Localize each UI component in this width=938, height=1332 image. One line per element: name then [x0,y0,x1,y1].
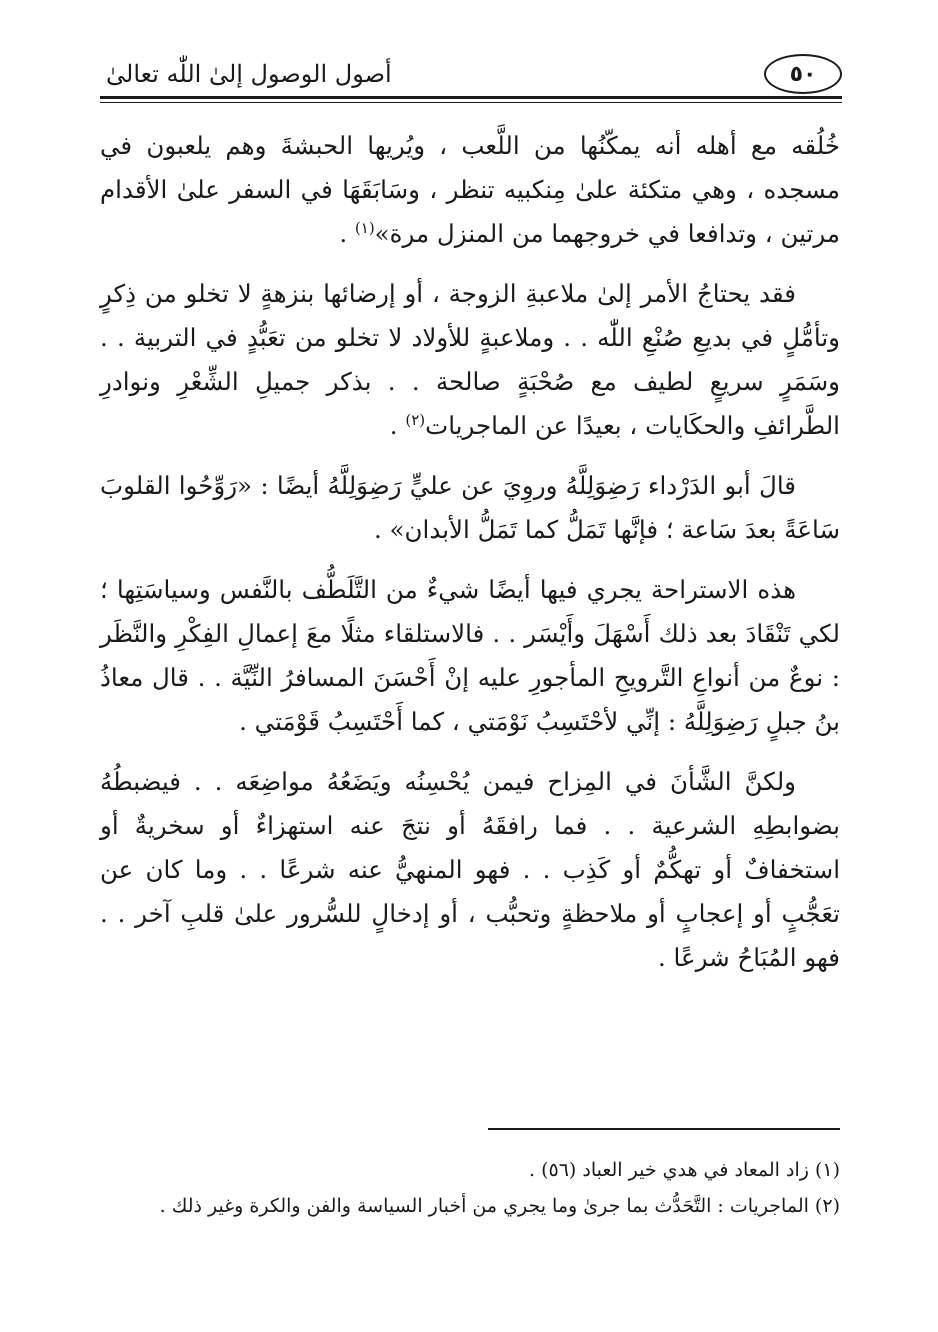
paragraph-tail: . [339,219,355,248]
page-number: ٥٠ [764,54,842,94]
paragraph [100,568,840,744]
footnote-separator [488,1128,840,1130]
paragraph-text: قالَ أبو الدَرْداء رَضِوَلِلَّهُ وروِيَ عن عليٍّ رَضِوَلِلَّهُ أيضًا : «رَوِّحُوا القلوبَ سَاعَةً بعدَ سَاعة ؛ فإنَّها تَمَلُّ كما تَمَلُّ الأبدان» . [100,471,840,544]
header-rule [100,96,842,99]
footnote-marker: (١) [354,218,375,237]
running-title: أصول الوصول إلىٰ اللّٰه تعالىٰ [106,60,392,88]
footnote: (٢) الماجريات : التَّحَدُّث بما جرىٰ وما يجري من أخبار السياسة والفن والكرة وغير ذلك . [159,1195,840,1217]
paragraph-text: فقد يحتاجُ الأمر إلىٰ ملاعبةِ الزوجة ، أو إرضائها بنزهةٍ لا تخلو من ذِكرٍ وتأمُّلٍ في بديعِ صُنْعِ اللّٰه . . وملاعبةٍ للأولاد لا تخلو من تعَبُّدٍ في التربية . . وسَمَرٍ سريعٍ لطيف مع صُحْبَةٍ صالحة . . بذكر جميلِ الشِّعْرِ ونوادرِ الطَّرائفِ والحكَايات ، بعيدًا عن الماجريات [100,279,840,440]
footnotes [100,1152,840,1224]
paragraph [100,760,840,980]
body-text [100,124,840,996]
paragraph [100,272,840,448]
paragraph-text: هذه الاستراحة يجري فيها أيضًا شيءٌ من التَّلَطُّف بالنَّفس وسياسَتِها ؛ لكي تَنْقَادَ بعد ذلك أَسْهَلَ وأَيْسَر . . فالاستلقاء مثلًا معَ إعمالِ الفِكْرِ والنَّظَر : نوعٌ من أنواعِ التَّرويحِ المأجورِ عليه إنْ أَحْسَنَ المسافرُ النِّيَّة . . قال معاذُ بنُ جبلٍ رَضِوَلِلَّهُ : إنِّي لأحْتَسِبُ نَوْمَتي ، كما أَحْتَسِبُ قَوْمَتي . [100,575,840,736]
page-header [100,40,842,102]
paragraph [100,124,840,256]
paragraph-text: خُلُقه مع أهله أنه يمكّنُها من اللَّعب ، ويُريها الحبشةَ وهم يلعبون في مسجده ، وهي متكئة علىٰ مِنكبيه تنظر ، وسَابَقَهَا في السفر علىٰ الأقدام مرتين ، وتدافعا في خروجهما من المنزل مرة» [100,131,840,248]
paragraph [100,464,840,552]
paragraph-text: ولكنَّ الشَّأنَ في المِزاح فيمن يُحْسِنُه ويَضَعُهُ مواضِعَه . . فيضبطُهُ بضوابطِهِ الشرعية . . فما رافقَهُ أو نتجَ عنه استهزاءٌ أو سخريةٌ أو استخفافٌ أو تهكُّمٌ أو كَذِب . . فهو المنهيُّ عنه شرعًا . . وما كان عن تعَجُّبٍ أو إعجابٍ أو ملاحظةٍ وتحبُّب ، أو إدخالٍ للسُّرور علىٰ قلبِ آخر . . فهو المُبَاحُ شرعًا . [100,767,840,972]
footnote-marker: (٢) [405,410,426,429]
footnote: (١) زاد المعاد في هدي خير العباد (٥٦) . [528,1159,840,1181]
paragraph-tail: . [389,411,406,440]
header-rule-thin [100,102,842,103]
